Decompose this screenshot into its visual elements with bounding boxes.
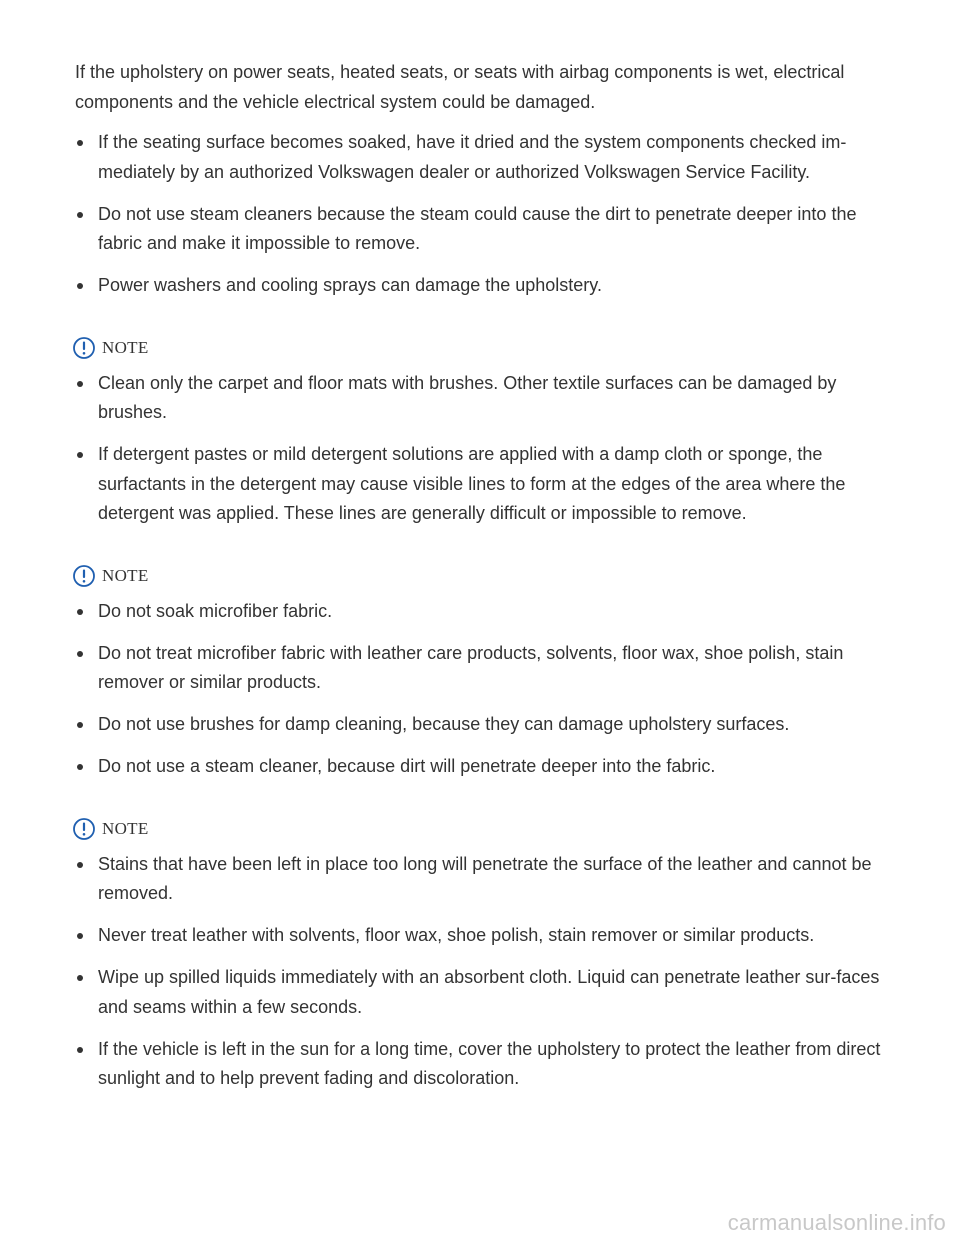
list-item: Never treat leather with solvents, floor wax, shoe polish, stain remover or similar products. <box>75 921 887 951</box>
note-list-leather <box>75 850 887 1094</box>
intro-paragraph: If the upholstery on power seats, heated seats, or seats with airbag components is wet, electrical components and the vehicle electrical system could be damaged. <box>75 62 845 112</box>
list-item: Do not use a steam cleaner, because dirt will penetrate deeper into the fabric. <box>75 752 887 782</box>
note-heading-microfiber <box>75 563 887 589</box>
list-item: Stains that have been left in place too long will penetrate the surface of the leather and cannot be removed. <box>75 850 887 909</box>
manual-page <box>75 58 887 1106</box>
list-item: Do not use steam cleaners because the steam could cause the dirt to penetrate deeper into the fabric and make it impossible to remove. <box>75 200 887 259</box>
exclamation-circle-icon <box>72 336 96 360</box>
list-item: Do not use brushes for damp cleaning, because they can damage upholstery surfaces. <box>75 710 887 740</box>
list-item: Wipe up spilled liquids immediately with an absorbent cloth. Liquid can penetrate leather sur-faces and seams within a few seconds. <box>75 963 887 1022</box>
list-item: Do not soak microfiber fabric. <box>75 597 887 627</box>
note-list-fabric-cleaning <box>75 369 887 529</box>
watermark: carmanualsonline.info <box>727 1210 946 1235</box>
list-item: Clean only the carpet and floor mats with brushes. Other textile surfaces can be damaged by brushes. <box>75 369 887 428</box>
intro-bullet-list <box>75 128 887 301</box>
note-label: NOTE <box>102 565 149 585</box>
note-heading-fabric-cleaning <box>75 335 887 361</box>
exclamation-circle-icon <box>72 817 96 841</box>
note-heading-leather <box>75 816 887 842</box>
list-item: If the seating surface becomes soaked, have it dried and the system components checked im-mediately by an authorized Volkswagen dealer or authorized Volkswagen Service Facility. <box>75 128 887 187</box>
list-item: If the vehicle is left in the sun for a long time, cover the upholstery to protect the leather from direct sunlight and to help prevent fading and discoloration. <box>75 1035 887 1094</box>
note-label: NOTE <box>102 337 149 357</box>
list-item: Do not treat microfiber fabric with leather care products, solvents, floor wax, shoe polish, stain remover or similar products. <box>75 639 887 698</box>
list-item: Power washers and cooling sprays can damage the upholstery. <box>75 271 887 301</box>
note-label: NOTE <box>102 818 149 838</box>
exclamation-circle-icon <box>72 564 96 588</box>
note-list-microfiber <box>75 597 887 782</box>
list-item: If detergent pastes or mild detergent solutions are applied with a damp cloth or sponge, the surfactants in the detergent may cause visible lines to form at the edges of the area where the detergent was applied. These lines are generally difficult or impossible to remove. <box>75 440 887 529</box>
